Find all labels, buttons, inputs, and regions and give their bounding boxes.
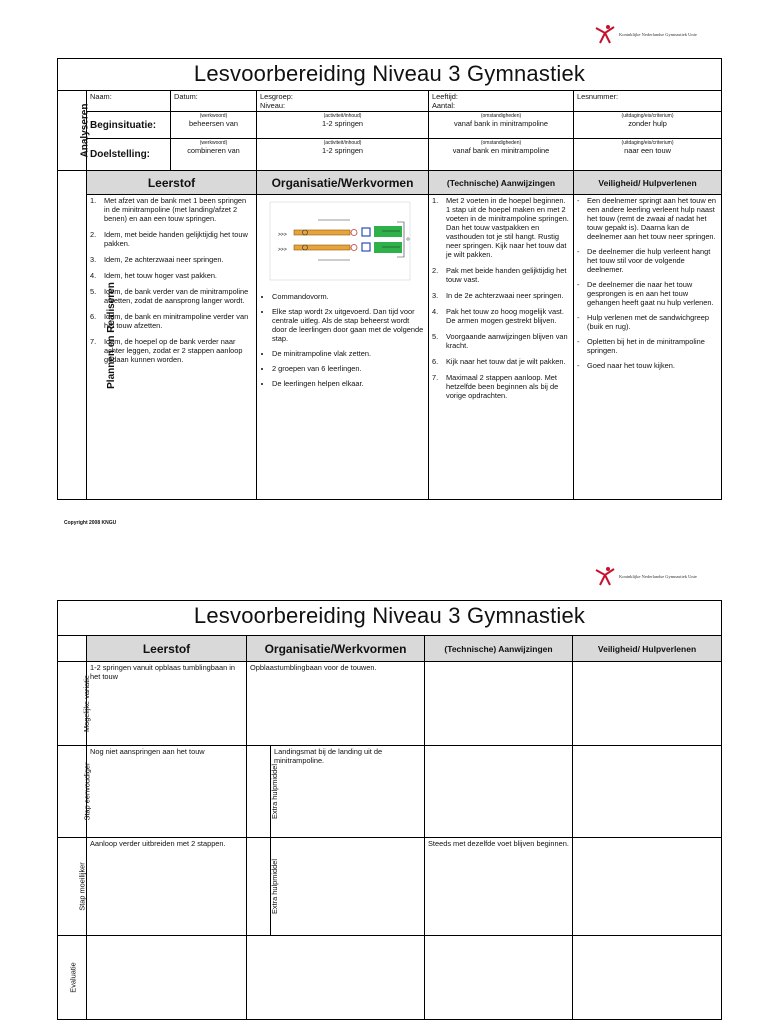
kngu-logo-page2 xyxy=(594,566,697,586)
page-title-2: Lesvoorbereiding Niveau 3 Gymnastiek xyxy=(58,601,722,636)
begin-omstandigheden: (omstandigheden) vanaf bank in minitrampoline xyxy=(429,112,574,139)
gymnast-logo-icon xyxy=(594,24,616,44)
section-label-plannen: Plannen en Realiseren xyxy=(58,171,87,500)
variatie-leerstof: 1-2 springen vanuit opblaas tumblingbaan in het touw xyxy=(87,662,247,746)
variatie-organisatie: Opblaastumblingbaan voor de touwen. xyxy=(247,662,425,746)
list-item: 2. Pak met beide handen gelijktijdig het touw vast. xyxy=(432,266,567,284)
begin-activiteit: (activiteit/inhoud) 1-2 springen xyxy=(257,112,429,139)
lesgroep-field: Lesgroep: Niveau: xyxy=(257,91,429,112)
list-item: 6. Idem, de bank en minitrampoline verder van het touw afzetten. xyxy=(90,312,249,330)
moeilijker-organisatie xyxy=(271,838,425,936)
station-diagram xyxy=(270,202,410,280)
datum-field: Datum: xyxy=(171,91,257,112)
moeilijker-leerstof: Aanloop verder uitbreiden met 2 stappen. xyxy=(87,838,247,936)
list-item: 2. Idem, met beide handen gelijktijdig het touw pakken. xyxy=(90,230,248,248)
list-item: - Hulp verlenen met de sandwichgreep (buik en rug). xyxy=(577,313,710,331)
section-label-analyseren: Analyseren xyxy=(58,91,87,171)
list-item: 3. In de 2e achterzwaai neer springen. xyxy=(432,291,564,300)
extra-hulpmiddel-label: Extra hulpmiddel xyxy=(247,746,271,838)
list-item: - Opletten bij het in de minitrampoline springen. xyxy=(577,337,705,355)
begin-criterium: (uitdaging/eis/criterium) zonder hulp xyxy=(574,112,722,139)
list-item: - Een deelnemer springt aan het touw en een andere leerling verleent hulp naast het touw (remt de zwaai af nadat het touw gepakt is). Daarna kan de deelnemer aan het touw neer springen. xyxy=(577,196,717,241)
organisatie-cell xyxy=(257,195,429,500)
minitrampoline-top xyxy=(362,228,370,236)
row-label-variatie: Mogelijke variatie xyxy=(58,662,87,746)
header-leerstof: Leerstof xyxy=(87,636,247,662)
list-item: • 2 groepen van 6 leerlingen. xyxy=(272,364,425,373)
veiligheid-list xyxy=(577,196,718,370)
logo-text: Koninklijke Nederlandse Gymnastiek Unie xyxy=(619,573,697,579)
lesson-table-page2 xyxy=(57,600,722,1020)
list-item: • De minitrampoline vlak zetten. xyxy=(272,349,425,358)
header-aanwijzingen: (Technische) Aanwijzingen xyxy=(429,171,574,195)
row-label-eenvoudiger: Stap eenvoudiger xyxy=(58,746,87,838)
evaluatie-leerstof xyxy=(87,936,247,1020)
lesson-table-page1 xyxy=(57,58,722,500)
eenvoudiger-organisatie: Landingsmat bij de landing uit de minitrampoline. xyxy=(271,746,425,838)
evaluatie-veiligheid xyxy=(573,936,722,1020)
list-item: 6. Kijk naar het touw dat je wilt pakken. xyxy=(432,357,566,366)
run-arrows-top: >>> xyxy=(278,232,287,238)
variatie-aanwijzingen xyxy=(425,662,573,746)
list-item: 4. Pak het touw zo hoog mogelijk vast. De armen mogen gestrekt blijven. xyxy=(432,307,564,325)
list-item: - De deelnemer die hulp verleent hangt het touw stil voor de volgende deelnemer. xyxy=(577,247,711,274)
list-item: 5. Idem, de bank verder van de minitrampoline afzetten, zodat de aansprong langer wordt. xyxy=(90,287,249,305)
organisatie-list xyxy=(260,292,425,388)
moeilijker-veiligheid xyxy=(573,838,722,936)
header-leerstof: Leerstof xyxy=(87,171,257,195)
moeilijker-aanwijzingen: Steeds met dezelfde voet blijven beginnen. xyxy=(425,838,573,936)
leeftijd-field: Leeftijd: Aantal: xyxy=(429,91,574,112)
page-title: Lesvoorbereiding Niveau 3 Gymnastiek xyxy=(58,59,722,91)
list-item: 1. Met afzet van de bank met 1 been springen in de minitrampoline (met landing/afzet 2 benen) en aan een touw springen. xyxy=(90,196,247,223)
run-arrows-bottom: >>> xyxy=(278,247,287,253)
row-label-evaluatie: Evaluatie xyxy=(58,936,87,1020)
doel-omstandigheden: (omstandigheden) vanaf bank en minitrampoline xyxy=(429,139,574,171)
aanwijzingen-cell xyxy=(429,195,574,500)
logo-text: Koninklijke Nederlandse Gymnastiek Unie xyxy=(619,31,697,37)
header-veiligheid: Veiligheid/ Hulpverlenen xyxy=(574,171,722,195)
row-label-moeilijker: Stap moeilijker xyxy=(58,838,87,936)
landing-mat-bottom xyxy=(374,242,402,253)
evaluatie-aanwijzingen xyxy=(425,936,573,1020)
doel-activiteit: (activiteit/inhoud) 1-2 springen xyxy=(257,139,429,171)
list-item: • Elke stap wordt 2x uitgevoerd. Dan tijd voor centrale uitleg. Als de stap beheerst wordt door de leerlingen door gaan met de volgende stap. xyxy=(272,307,425,343)
gymnast-logo-icon xyxy=(594,566,616,586)
list-item: • Commandovorm. xyxy=(272,292,425,301)
aanwijzingen-list xyxy=(432,196,570,400)
list-item: - Goed naar het touw kijken. xyxy=(577,361,675,370)
header-aanwijzingen: (Technische) Aanwijzingen xyxy=(425,636,573,662)
evaluatie-organisatie xyxy=(247,936,425,1020)
naam-field: Naam: xyxy=(87,91,171,112)
header-organisatie: Organisatie/Werkvormen xyxy=(257,171,429,195)
list-item: - De deelnemer die naar het touw gesprongen is en aan het touw gehangen heeft gaat nu hulp verlenen. xyxy=(577,280,714,307)
eenvoudiger-veiligheid xyxy=(573,746,722,838)
list-item: 7. Idem, de hoepel op de bank verder naar achter leggen, zodat er 2 stappen aanloop gedaan kunnen worden. xyxy=(90,337,243,364)
begin-werkwoord: (werkwoord) beheersen van xyxy=(171,112,257,139)
minitrampoline-bottom xyxy=(362,243,370,251)
eenvoudiger-leerstof: Nog niet aanspringen aan het touw xyxy=(87,746,247,838)
list-item: • De leerlingen helpen elkaar. xyxy=(272,379,425,388)
kngu-logo xyxy=(594,24,697,44)
list-item: 4. Idem, het touw hoger vast pakken. xyxy=(90,271,217,280)
list-item: 3. Idem, 2e achterzwaai neer springen. xyxy=(90,255,224,264)
variatie-veiligheid xyxy=(573,662,722,746)
copyright-text: Copyright 2008 KNGU xyxy=(64,520,117,526)
doel-criterium: (uitdaging/eis/criterium) naar een touw xyxy=(574,139,722,171)
beginsituatie-label: Beginsituatie: xyxy=(87,112,171,139)
eenvoudiger-aanwijzingen xyxy=(425,746,573,838)
list-item: 7. Maximaal 2 stappen aanloop. Met hetzelfde been beginnen als bij de vorige opdrachten. xyxy=(432,373,559,400)
extra-hulpmiddel-label: Extra hulpmiddel xyxy=(247,838,271,936)
list-item: 5. Voorgaande aanwijzingen blijven van kracht. xyxy=(432,332,568,350)
doel-werkwoord: (werkwoord) combineren van xyxy=(171,139,257,171)
landing-mat-top xyxy=(374,226,402,237)
lesnummer-field: Lesnummer: xyxy=(574,91,722,112)
veiligheid-cell xyxy=(574,195,722,500)
list-item: 1. Met 2 voeten in de hoepel beginnen. 1 stap uit de hoepel maken en met 2 voeten in de minitrampoline springen. Dan het touw vastpakken en vasthouden tot je stil hangt. Rustig neer springen. Kijk naar het touw dat je wilt pakken. xyxy=(432,196,569,259)
header-organisatie: Organisatie/Werkvormen xyxy=(247,636,425,662)
header-veiligheid: Veiligheid/ Hulpverlenen xyxy=(573,636,722,662)
doelstelling-label: Doelstelling: xyxy=(87,139,171,171)
